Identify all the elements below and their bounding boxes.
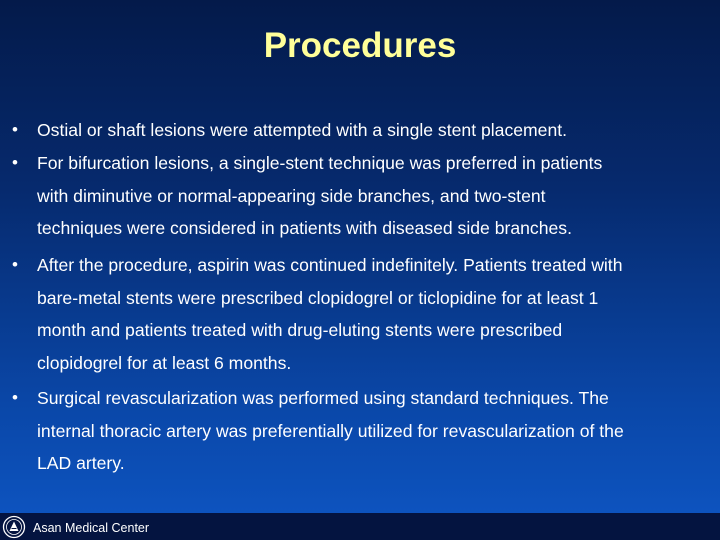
bullet-line: clopidogrel for at least 6 months. xyxy=(37,352,292,373)
organization-name: Asan Medical Center xyxy=(33,521,150,535)
bullet-text xyxy=(37,249,717,379)
bullet-line: Surgical revascularization was performed using standard techniques. The xyxy=(37,388,609,408)
bullet-line: internal thoracic artery was preferentially utilized for revascularization of the xyxy=(37,420,624,441)
bullet-line: For bifurcation lesions, a single-stent technique was preferred in patients xyxy=(37,153,603,173)
bullet-text xyxy=(37,114,717,147)
bullet-text xyxy=(37,147,717,245)
asan-logo-icon xyxy=(2,515,26,539)
bullet-line: Ostial or shaft lesions were attempted with a single stent placement. xyxy=(37,120,568,140)
bullet-line: techniques were considered in patients with diseased side branches. xyxy=(37,218,572,238)
footer-bar xyxy=(0,513,720,540)
bullet-line: with diminutive or normal-appearing side branches, and two-stent xyxy=(37,185,546,206)
bullet-icon: • xyxy=(12,388,18,407)
bullet-icon: • xyxy=(12,153,18,172)
bullet-icon: • xyxy=(12,255,18,274)
bullet-line: After the procedure, aspirin was continued indefinitely. Patients treated with xyxy=(37,255,623,275)
bullet-text xyxy=(37,382,717,480)
bullet-line: month and patients treated with drug-eluting stents were prescribed xyxy=(37,320,563,340)
slide-title: Procedures xyxy=(263,26,457,65)
bullet-icon: • xyxy=(12,120,18,139)
bullet-line: bare-metal stents were prescribed clopidogrel or ticlopidine for at least 1 xyxy=(37,287,599,308)
bullet-line: LAD artery. xyxy=(37,453,125,473)
